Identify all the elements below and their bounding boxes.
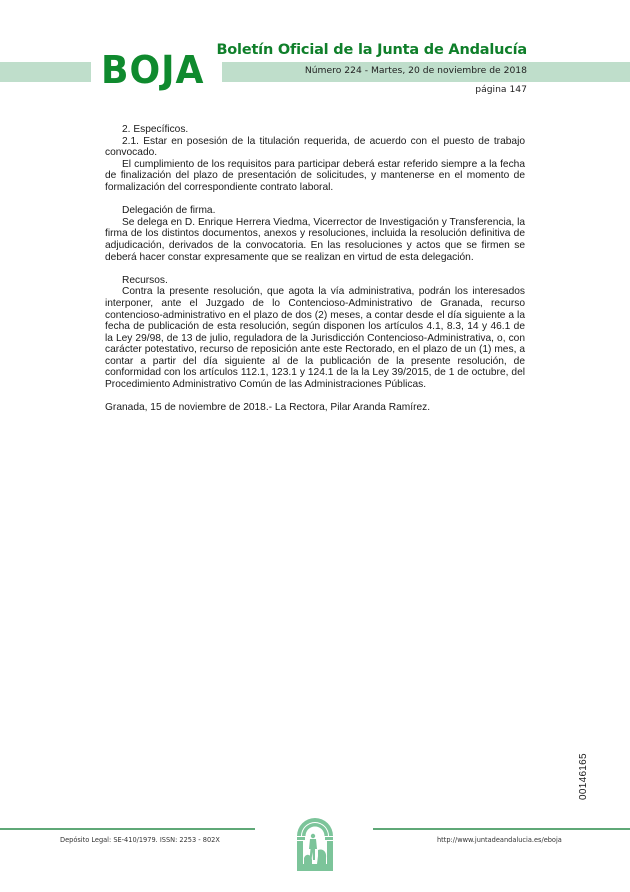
footer-divider-left bbox=[0, 828, 255, 830]
paragraph-delegation: Se delega en D. Enrique Herrera Viedma, Vicerrector de Investigación y Transferencia, la firma de los distintos documentos, anexos y resoluciones, incluida la resolución definitiva de adjudicación, derivados de la convocatoria. En las resoluciones y actos que se firmen se deberá hacer constar expresamente que se realizan en virtud de esta delegación. bbox=[105, 216, 525, 263]
page-number: página 147 bbox=[475, 84, 527, 95]
header-bar-left bbox=[0, 62, 91, 82]
issue-line: Número 224 - Martes, 20 de noviembre de 2018 bbox=[304, 65, 527, 76]
paragraph-requirement: 2.1. Estar en posesión de la titulación requerida, de acuerdo con el puesto de trabajo convocado. bbox=[105, 135, 525, 159]
junta-de-andalucia-emblem-icon bbox=[296, 816, 334, 872]
boja-logo: BOJA bbox=[101, 48, 205, 92]
footer-divider-right bbox=[373, 828, 630, 830]
section-heading-recursos: Recursos. bbox=[122, 274, 168, 286]
footer-url-link[interactable]: http://www.juntadeandalucia.es/eboja bbox=[437, 836, 562, 844]
document-body bbox=[105, 124, 525, 414]
signature-line: Granada, 15 de noviembre de 2018.- La Rectora, Pilar Aranda Ramírez. bbox=[105, 402, 431, 414]
legal-deposit: Depósito Legal: SE-410/1979. ISSN: 2253 - 802X bbox=[60, 836, 220, 844]
document-id: 00146165 bbox=[578, 753, 589, 800]
section-heading-delegacion: Delegación de firma. bbox=[122, 205, 216, 217]
paragraph-compliance: El cumplimiento de los requisitos para participar deberá estar referido siempre a la fecha de finalización del plazo de presentación de solicitudes, y mantenerse en el momento de formalización del correspondiente contrato laboral. bbox=[105, 158, 525, 193]
bulletin-title: Boletín Oficial de la Junta de Andalucía bbox=[216, 42, 527, 58]
section-heading-especificos: 2. Específicos. bbox=[122, 124, 189, 135]
paragraph-appeals: Contra la presente resolución, que agota la vía administrativa, podrán los interesados interponer, ante el Juzgado de lo Contencioso-Administrativo de Granada, recurso contencioso-administrativo en el plazo de dos (2) meses, a contar desde el día siguiente a la fecha de publicación de esta resolución, según disponen los artículos 4.1, 8.3, 14 y 46.1 de la Ley 29/98, de 13 de julio, reguladora de la Jurisdicción Contencioso-Administrativa, o, con carácter potestativo, recurso de reposición ante este Rectorado, en el plazo de un (1) mes, a contar a partir del día siguiente al de la publicación de la presente resolución, de conformidad con los artículos 112.1, 123.1 y 124.1 de la la Ley 39/2015, de 1 de octubre, del Procedimiento Administrativo Común de las Administraciones Públicas. bbox=[105, 286, 525, 391]
